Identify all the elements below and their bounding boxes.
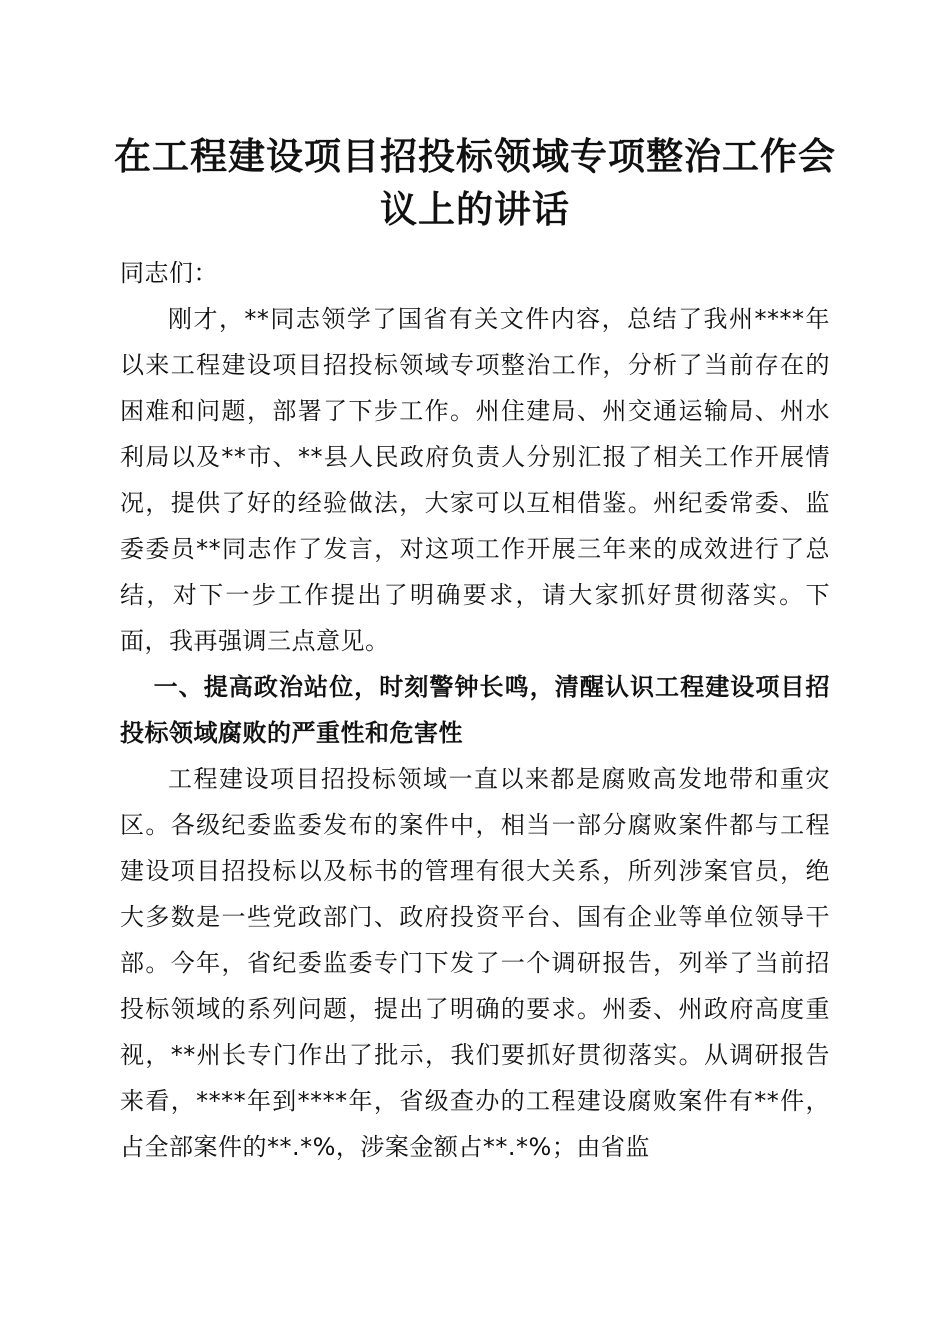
document-title: 在工程建设项目招投标领域专项整治工作会议上的讲话 — [114, 134, 836, 231]
salutation: 同志们： — [120, 259, 218, 287]
paragraph-section-one: 工程建设项目招投标领域一直以来都是腐败高发地带和重灾区。各级纪委监委发布的案件中，相当一部分腐败案件都与工程建设项目招投标以及标书的管理有很大关系，所列涉案官员，绝大多数是一些党政部门、政府投资平台、国有企业等单位领导干部。今年，省纪委监委专门下发了一个调研报告，列举了当前招投标领域的系列问题，提出了明确的要求。州委、州政府高度重视，**州长专门作出了批示，我们要抓好贯彻落实。从调研报告来看，****年到****年，省级查办的工程建设腐败案件有**件，占全部案件的**.*%，涉案金额占**.*%；由省监 — [120, 765, 830, 1161]
paragraph-opening: 刚才，**同志领学了国省有关文件内容，总结了我州****年以来工程建设项目招投标领域专项整治工作，分析了当前存在的困难和问题，部署了下步工作。州住建局、州交通运输局、州水利局以及**市、**县人民政府负责人分别汇报了相关工作开展情况，提供了好的经验做法，大家可以互相借鉴。州纪委常委、监委委员**同志作了发言，对这项工作开展三年来的成效进行了总结，对下一步工作提出了明确要求，请大家抓好贯彻落实。下面，我再强调三点意见。 — [120, 305, 830, 655]
section-heading-one: 一、提高政治站位，时刻警钟长鸣，清醒认识工程建设项目招投标领域腐败的严重性和危害性 — [120, 673, 830, 747]
document-body — [120, 250, 830, 1170]
